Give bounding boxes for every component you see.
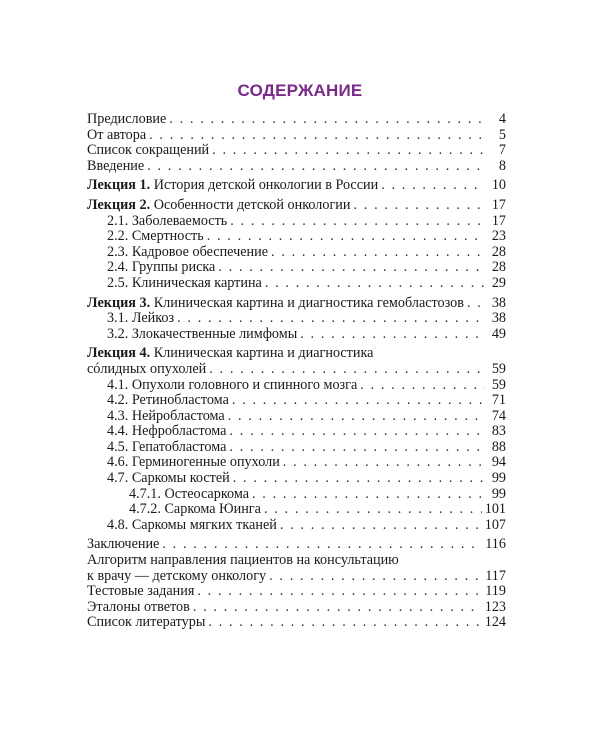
- toc-entry-label: 4.4. Нефробластома: [107, 423, 227, 440]
- toc-entry-label: 3.2. Злокачественные лимфомы: [107, 325, 298, 342]
- lecture-number: Лекция 2.: [87, 196, 151, 213]
- toc-entry-page: 23: [491, 228, 506, 245]
- leader-dots: [229, 440, 485, 456]
- toc-entry-page: 101: [484, 501, 506, 518]
- toc-entry-page: 99: [491, 470, 506, 487]
- leader-dots: [229, 424, 485, 440]
- toc-entry-page: 17: [491, 196, 506, 213]
- toc-entry-page: 71: [491, 392, 506, 409]
- toc-subentry[interactable]: [87, 518, 506, 534]
- toc-entry-label: 4.7.1. Остеосаркома: [129, 485, 249, 502]
- toc-entry-page: 4: [498, 111, 506, 127]
- toc-entry-page: 49: [491, 325, 506, 342]
- toc-entry-page: 116: [485, 536, 506, 553]
- lecture-title: Особенности детской онкологии: [150, 196, 351, 213]
- toc-entry[interactable]: [87, 537, 506, 553]
- toc-entry-label: 2.3. Кадровое обеспечение: [107, 243, 269, 260]
- toc-entry-page: 99: [491, 485, 506, 502]
- leader-dots: [230, 214, 485, 230]
- leader-dots: [467, 296, 485, 312]
- leader-dots: [269, 569, 482, 585]
- toc-entry-label: 2.2. Смертность: [107, 228, 204, 245]
- leader-dots: [354, 198, 486, 214]
- toc-entry-label: [87, 198, 351, 214]
- toc-entry-label: Заключение: [87, 536, 160, 553]
- toc-entry-line2[interactable]: [87, 569, 506, 585]
- leader-dots: [207, 229, 485, 245]
- toc-entry-label: 2.1. Заболеваемость: [107, 212, 228, 229]
- toc-entry-page: 83: [491, 423, 506, 440]
- toc-lecture-entry[interactable]: [87, 198, 506, 214]
- leader-dots: [208, 615, 481, 631]
- toc-subentry[interactable]: [87, 378, 506, 394]
- toc-entry-page: 28: [491, 259, 506, 276]
- toc-entry-page: 17: [491, 212, 506, 229]
- leader-dots: [252, 487, 485, 503]
- toc-entry[interactable]: [87, 600, 506, 616]
- toc-entry-label: Список литературы: [87, 614, 206, 631]
- toc-entry-label: 4.7.2. Саркома Юинга: [129, 501, 261, 518]
- leader-dots: [360, 378, 485, 394]
- leader-dots: [233, 471, 485, 487]
- toc-subentry[interactable]: [87, 409, 506, 425]
- toc-entry-label: 4.6. Герминогенные опухоли: [107, 454, 280, 471]
- toc-entry-page: 59: [491, 360, 506, 377]
- toc-entry[interactable]: [87, 143, 506, 159]
- lecture-number: Лекция 3.: [87, 294, 151, 311]
- toc-entry-page: 119: [485, 583, 506, 600]
- leader-dots: [177, 311, 485, 327]
- lecture-title: Клиническая картина и диагностика гемобластозов: [150, 294, 464, 311]
- toc-entry-label: 4.7. Саркомы костей: [107, 470, 230, 487]
- lecture-number: Лекция 1.: [87, 177, 151, 194]
- leader-dots: [271, 245, 485, 261]
- toc-subentry[interactable]: [87, 471, 506, 487]
- toc-subentry[interactable]: [87, 393, 506, 409]
- leader-dots: [218, 260, 485, 276]
- page-title: СОДЕРЖАНИЕ: [237, 81, 363, 100]
- leader-dots: [232, 393, 485, 409]
- toc-subentry[interactable]: [87, 260, 506, 276]
- leader-dots: [381, 178, 485, 194]
- toc-lecture-entry-line1[interactable]: [87, 346, 506, 362]
- toc-entry-page: 7: [498, 142, 506, 159]
- toc-entry[interactable]: [87, 112, 506, 128]
- toc-entry-label: 2.4. Группы риска: [107, 259, 216, 276]
- toc-entry-page: 124: [484, 614, 506, 631]
- toc-entry-label: 2.5. Клиническая картина: [107, 274, 262, 291]
- leader-dots: [264, 502, 482, 518]
- toc-entry[interactable]: [87, 128, 506, 144]
- toc-entry-label: сóлидных опухолей: [87, 360, 207, 377]
- toc-subentry[interactable]: [87, 245, 506, 261]
- leader-dots: [149, 128, 485, 144]
- leader-dots: [283, 455, 485, 471]
- table-of-contents: [87, 112, 506, 631]
- toc-subentry[interactable]: [87, 327, 506, 343]
- leader-dots: [280, 518, 482, 534]
- leader-dots: [300, 327, 485, 343]
- lecture-number: Лекция 4.: [87, 345, 151, 362]
- toc-entry-page: 38: [491, 310, 506, 327]
- toc-subsubentry[interactable]: [87, 502, 506, 518]
- toc-entry[interactable]: [87, 584, 506, 600]
- toc-subentry[interactable]: [87, 276, 506, 292]
- toc-entry-label: 3.1. Лейкоз: [107, 310, 175, 327]
- toc-entry-label: к врачу — детскому онкологу: [87, 567, 267, 584]
- toc-entry-label: Тестовые задания: [87, 583, 195, 600]
- toc-entry-page: 59: [491, 376, 506, 393]
- toc-entry-page: 28: [491, 243, 506, 260]
- toc-entry-label: 4.5. Гепатобластома: [107, 438, 227, 455]
- toc-entry[interactable]: [87, 615, 506, 631]
- toc-entry-label: Предисловие: [87, 111, 167, 127]
- toc-entry-label: Список сокращений: [87, 142, 210, 159]
- toc-entry-page: 5: [498, 126, 506, 143]
- toc-subsubentry[interactable]: [87, 487, 506, 503]
- leader-dots: [169, 112, 485, 128]
- toc-entry-label: 4.2. Ретинобластома: [107, 392, 229, 409]
- toc-subentry[interactable]: [87, 229, 506, 245]
- toc-entry-page: 74: [491, 407, 506, 424]
- toc-entry-page: 29: [491, 274, 506, 291]
- toc-entry-label: 4.1. Опухоли головного и спинного мозга: [107, 376, 358, 393]
- toc-entry-label: [87, 296, 464, 312]
- toc-entry-page: 88: [491, 438, 506, 455]
- toc-lecture-entry-line2[interactable]: [87, 362, 506, 378]
- toc-entry-label: Эталоны ответов: [87, 598, 190, 615]
- toc-entry-label: 4.3. Нейробластома: [107, 407, 225, 424]
- toc-subentry[interactable]: [87, 440, 506, 456]
- toc-entry-label: 4.8. Саркомы мягких тканей: [107, 516, 277, 533]
- leader-dots: [147, 159, 485, 175]
- leader-dots: [212, 143, 485, 159]
- lecture-title: Клиническая картина и диагностика: [150, 345, 374, 362]
- toc-entry-label: Введение: [87, 157, 145, 174]
- toc-entry-page: 107: [484, 516, 506, 533]
- toc-subentry[interactable]: [87, 311, 506, 327]
- toc-entry-line1[interactable]: [87, 553, 506, 569]
- leader-dots: [209, 362, 485, 378]
- toc-lecture-entry[interactable]: [87, 178, 506, 194]
- toc-subentry[interactable]: [87, 424, 506, 440]
- toc-entry-page: 123: [484, 598, 506, 615]
- toc-entry-page: 10: [491, 177, 506, 194]
- toc-lecture-entry[interactable]: [87, 296, 506, 312]
- toc-entry-page: 94: [491, 454, 506, 471]
- toc-entry-page: 38: [491, 294, 506, 311]
- leader-dots: [228, 409, 485, 425]
- toc-entry-label: От автора: [87, 126, 147, 143]
- leader-dots: [197, 584, 482, 600]
- toc-entry-page: 8: [498, 157, 506, 174]
- toc-entry-page: 117: [485, 567, 506, 584]
- toc-entry[interactable]: [87, 159, 506, 175]
- toc-entry-label: Алгоритм направления пациентов на консультацию: [87, 552, 399, 569]
- leader-dots: [162, 537, 482, 553]
- leader-dots: [193, 600, 482, 616]
- leader-dots: [265, 276, 485, 292]
- toc-entry-label: [87, 178, 378, 194]
- lecture-title: История детской онкологии в России: [150, 177, 379, 194]
- toc-subentry[interactable]: [87, 214, 506, 230]
- toc-subentry[interactable]: [87, 455, 506, 471]
